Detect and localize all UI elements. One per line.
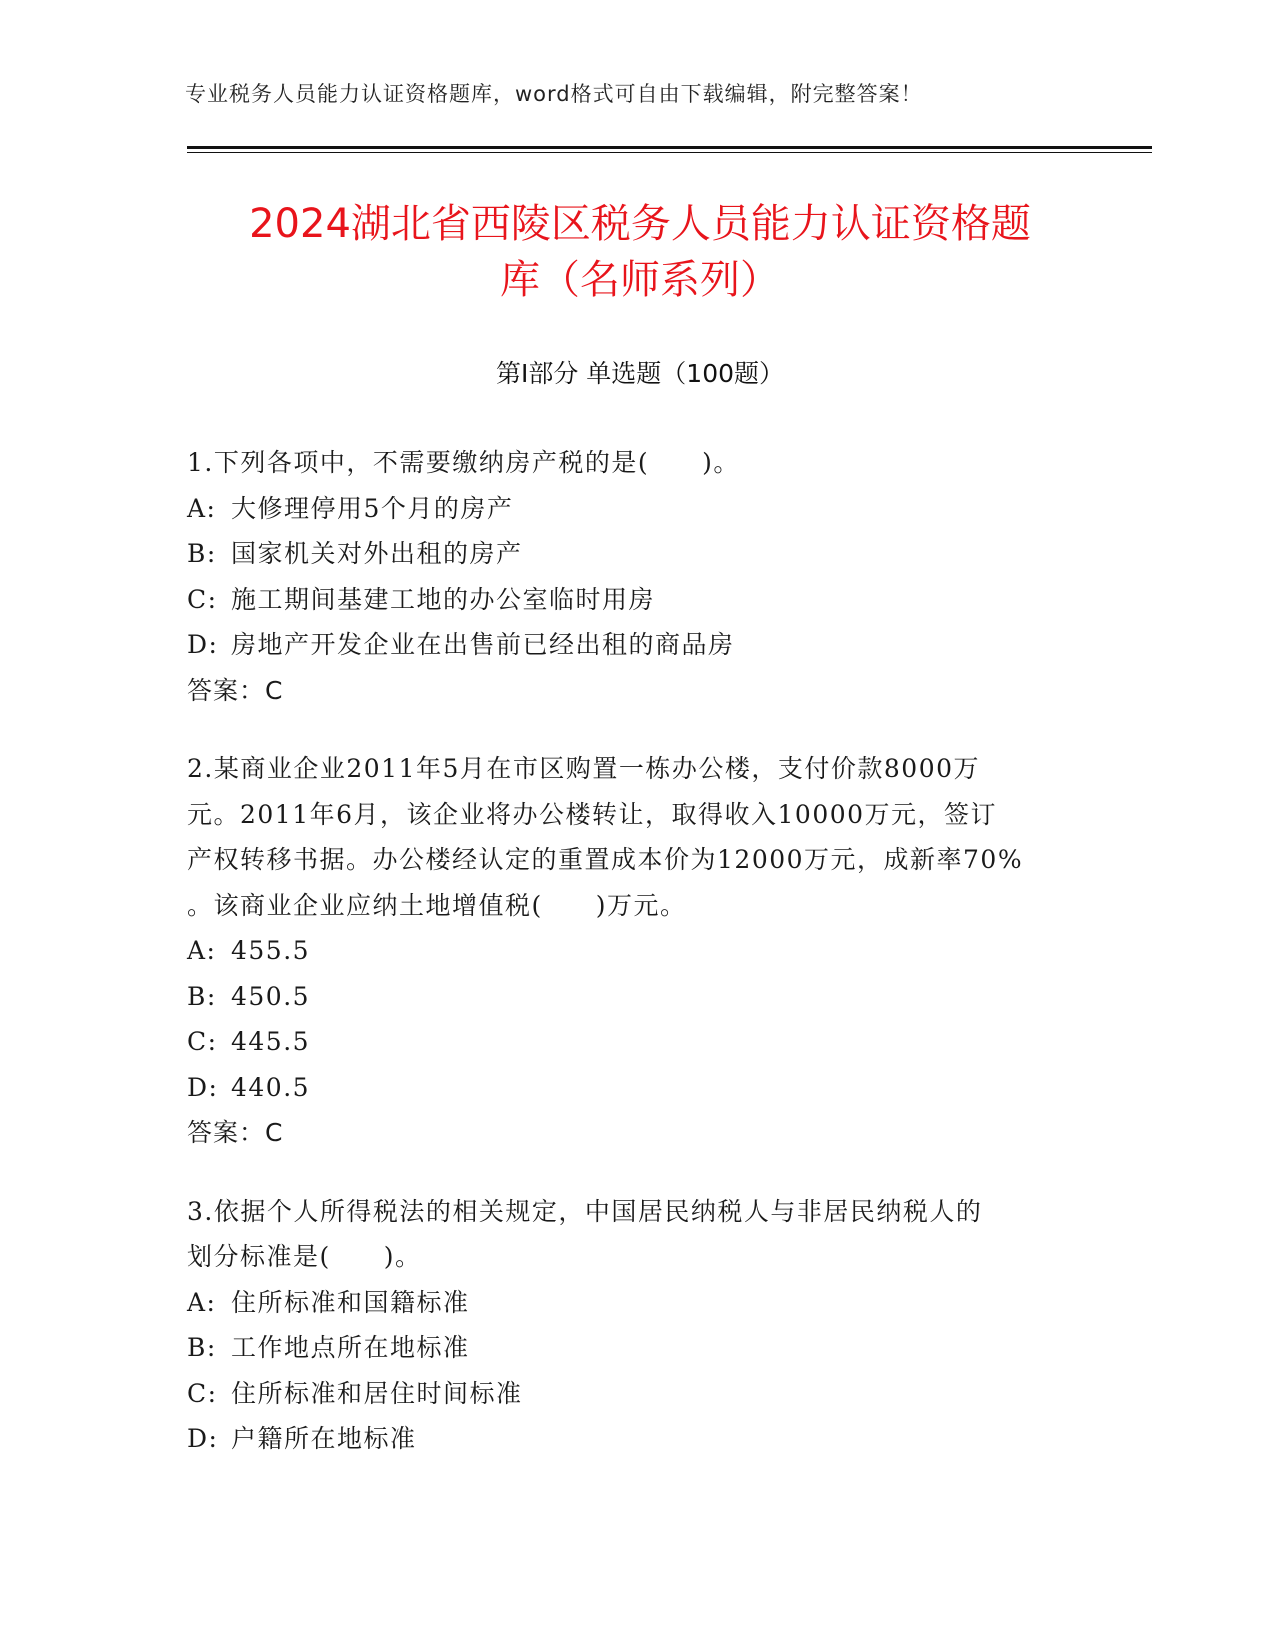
option-text: 445.5 <box>231 1027 311 1056</box>
document-title-line-1: 2024湖北省西陵区税务人员能力认证资格题 <box>249 201 1031 247</box>
header-note: 专业税务人员能力认证资格题库，word格式可自由下载编辑，附完整答案！ <box>185 82 923 106</box>
option-b <box>187 531 1087 577</box>
option-letter: C: <box>187 1378 218 1408</box>
option-letter: A: <box>187 936 217 965</box>
option-letter: B: <box>187 539 217 568</box>
header-rule-thick <box>187 146 1152 149</box>
option-text: 455.5 <box>231 936 311 965</box>
option-text: 工作地点所在地标准 <box>231 1333 470 1362</box>
option-b <box>187 1325 1087 1371</box>
question-stem-line: 2.某商业企业2011年5月在市区购置一栋办公楼，支付价款8000万 <box>187 754 981 783</box>
question-stem-line: 元。2011年6月，该企业将办公楼转让，取得收入10000万元，签订 <box>187 799 998 829</box>
question-3 <box>187 1189 1087 1462</box>
option-letter: C: <box>187 584 218 614</box>
option-text: 户籍所在地标准 <box>231 1424 417 1453</box>
option-c <box>187 577 1087 623</box>
option-letter: A: <box>187 1287 217 1317</box>
question-list <box>187 440 1087 1495</box>
question-stem-line: 产权转移书据。办公楼经认定的重置成本价为12000万元，成新率70% <box>187 845 1024 874</box>
question-stem-line: 。该商业企业应纳土地增值税( )万元。 <box>187 890 687 920</box>
option-letter: A: <box>187 493 217 523</box>
answer-label: 答案：C <box>187 1118 284 1147</box>
option-a <box>187 486 1087 532</box>
question-stem-line: 3.依据个人所得税法的相关规定，中国居民纳税人与非居民纳税人的 <box>187 1196 983 1226</box>
option-text: 440.5 <box>231 1072 311 1102</box>
document-title-line-2: 库（名师系列） <box>500 257 780 303</box>
option-text: 施工期间基建工地的办公室临时用房 <box>231 584 656 614</box>
option-c <box>187 1019 1087 1065</box>
answer-label: 答案：C <box>187 675 284 705</box>
option-a <box>187 928 1087 974</box>
option-text: 住所标准和国籍标准 <box>231 1287 470 1317</box>
option-c <box>187 1371 1087 1417</box>
question-stem: 1.下列各项中，不需要缴纳房产税的是( )。 <box>187 448 740 477</box>
section-title: 第Ⅰ部分 单选题（100题） <box>495 359 785 388</box>
header-rule-thin <box>187 152 1152 153</box>
option-letter: D: <box>187 1424 219 1453</box>
option-letter: D: <box>187 1072 219 1102</box>
question-1 <box>187 440 1087 713</box>
question-stem-line: 划分标准是( )。 <box>187 1242 422 1271</box>
option-d <box>187 1065 1087 1111</box>
option-letter: C: <box>187 1027 218 1056</box>
option-letter: D: <box>187 630 219 659</box>
option-a <box>187 1280 1087 1326</box>
question-2 <box>187 746 1087 1156</box>
option-d <box>187 1416 1087 1462</box>
option-text: 国家机关对外出租的房产 <box>231 539 523 568</box>
option-text: 大修理停用5个月的房产 <box>231 493 514 523</box>
option-b <box>187 974 1087 1020</box>
option-letter: B: <box>187 981 217 1011</box>
option-letter: B: <box>187 1333 217 1362</box>
document-title <box>150 196 1130 308</box>
option-d <box>187 622 1087 668</box>
option-text: 450.5 <box>231 981 311 1011</box>
option-text: 房地产开发企业在出售前已经出租的商品房 <box>231 630 735 659</box>
option-text: 住所标准和居住时间标准 <box>231 1378 523 1408</box>
